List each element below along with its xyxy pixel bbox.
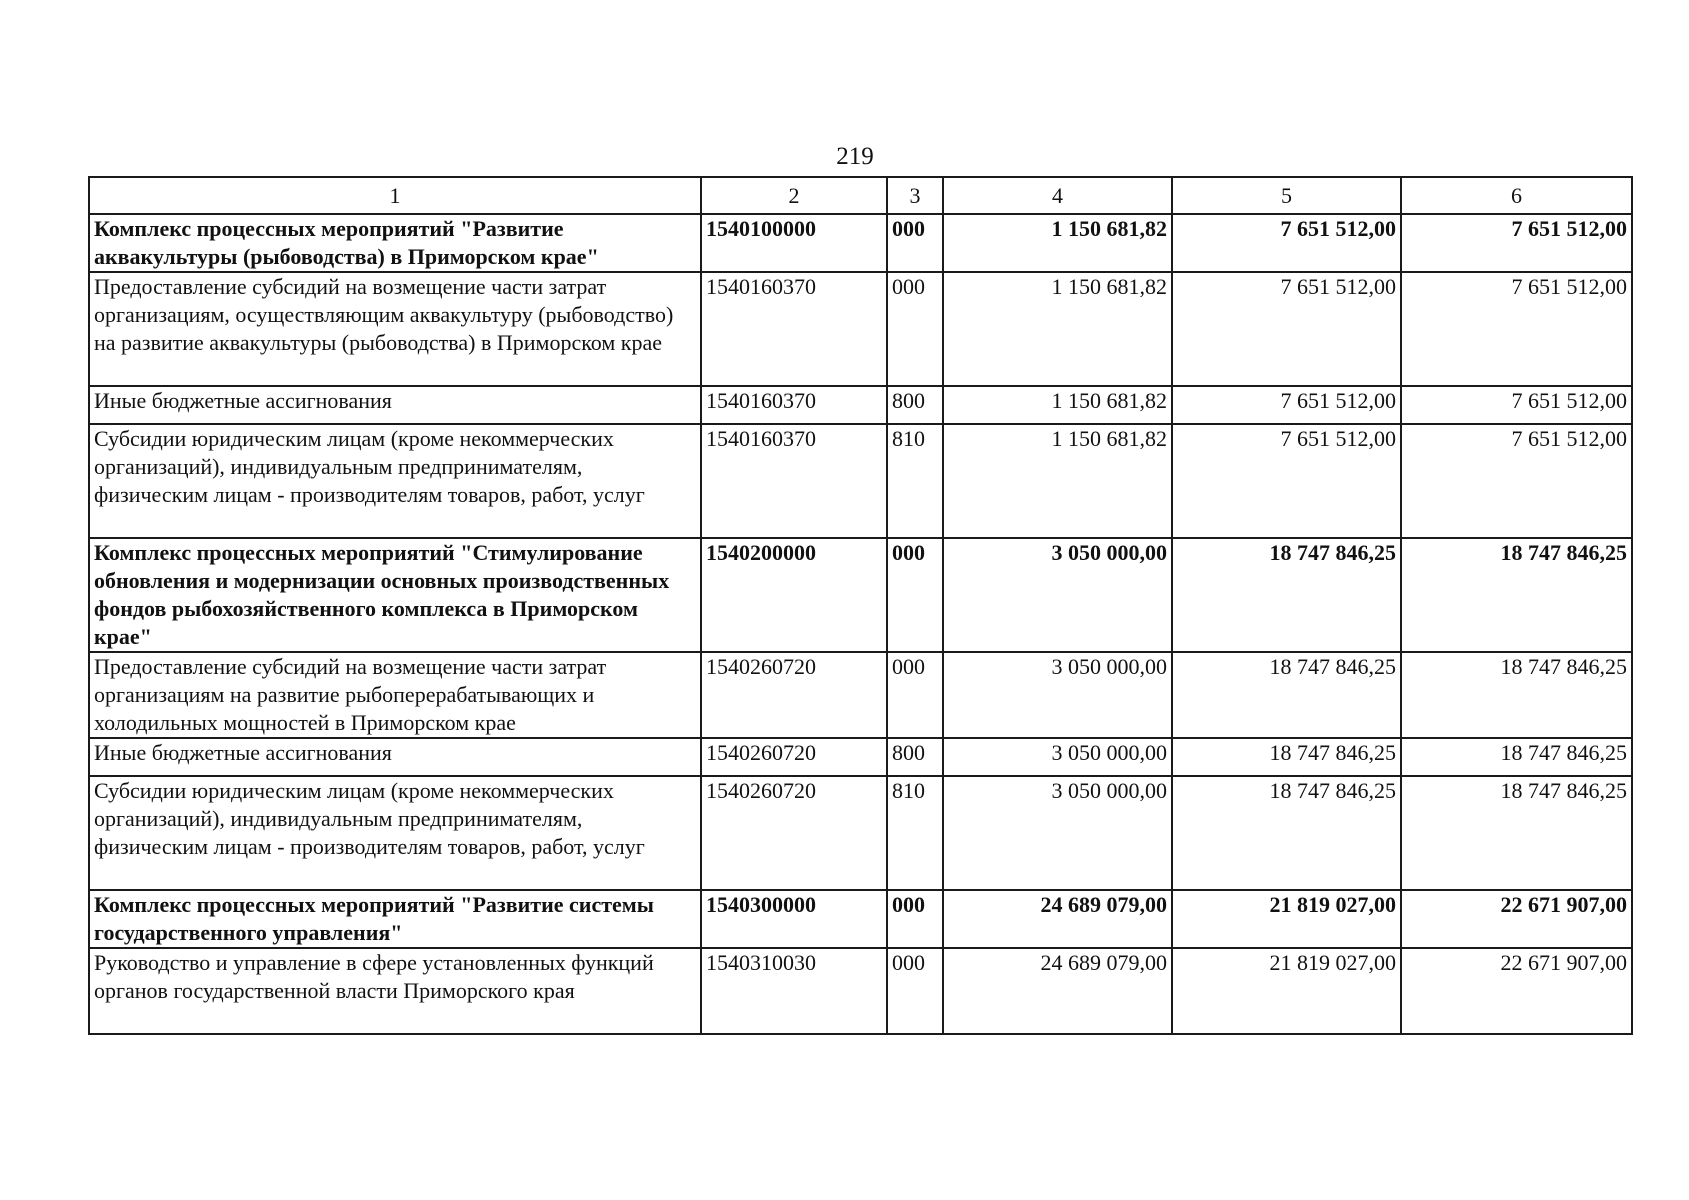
- row-code-cell: 1540260720: [701, 652, 887, 738]
- row-vr-cell: 000: [887, 214, 943, 272]
- row-code-cell: 1540160370: [701, 272, 887, 386]
- table-row: [89, 272, 1632, 386]
- column-header: 4: [943, 177, 1172, 214]
- row-amount-cell: 21 819 027,00: [1172, 948, 1401, 1034]
- row-amount-cell: 24 689 079,00: [943, 890, 1172, 948]
- row-amount-cell: 7 651 512,00: [1172, 424, 1401, 538]
- row-code-cell: 1540160370: [701, 424, 887, 538]
- row-vr-cell: 000: [887, 272, 943, 386]
- row-amount-cell: 18 747 846,25: [1172, 738, 1401, 776]
- row-name-cell: Комплекс процессных мероприятий "Развитие системы государственного управления": [89, 890, 701, 948]
- table-row: [89, 890, 1632, 948]
- row-amount-cell: 24 689 079,00: [943, 948, 1172, 1034]
- row-name-cell: Иные бюджетные ассигнования: [89, 386, 701, 424]
- row-amount-cell: 18 747 846,25: [1401, 776, 1632, 890]
- budget-table: [88, 176, 1633, 1035]
- row-code-cell: 1540260720: [701, 776, 887, 890]
- row-code-cell: 1540260720: [701, 738, 887, 776]
- row-amount-cell: 1 150 681,82: [943, 386, 1172, 424]
- row-vr-cell: 000: [887, 890, 943, 948]
- row-name-cell: Предоставление субсидий на возмещение части затрат организациям на развитие рыбоперерабатывающих и холодильных мощностей в Приморском крае: [89, 652, 701, 738]
- row-amount-cell: 22 671 907,00: [1401, 948, 1632, 1034]
- row-amount-cell: 3 050 000,00: [943, 652, 1172, 738]
- row-amount-cell: 7 651 512,00: [1401, 214, 1632, 272]
- row-amount-cell: 1 150 681,82: [943, 424, 1172, 538]
- row-amount-cell: 18 747 846,25: [1172, 538, 1401, 652]
- row-code-cell: 1540300000: [701, 890, 887, 948]
- header-row: [89, 177, 1632, 214]
- row-amount-cell: 1 150 681,82: [943, 214, 1172, 272]
- row-amount-cell: 3 050 000,00: [943, 776, 1172, 890]
- row-name-cell: Иные бюджетные ассигнования: [89, 738, 701, 776]
- row-amount-cell: 7 651 512,00: [1172, 272, 1401, 386]
- table-body: [89, 214, 1632, 1034]
- row-vr-cell: 000: [887, 652, 943, 738]
- row-vr-cell: 800: [887, 738, 943, 776]
- row-amount-cell: 7 651 512,00: [1172, 214, 1401, 272]
- row-vr-cell: 810: [887, 424, 943, 538]
- column-header: 6: [1401, 177, 1632, 214]
- table-row: [89, 424, 1632, 538]
- table-row: [89, 738, 1632, 776]
- row-amount-cell: 7 651 512,00: [1401, 386, 1632, 424]
- column-header: 5: [1172, 177, 1401, 214]
- row-vr-cell: 800: [887, 386, 943, 424]
- row-code-cell: 1540100000: [701, 214, 887, 272]
- row-code-cell: 1540160370: [701, 386, 887, 424]
- row-vr-cell: 000: [887, 948, 943, 1034]
- row-amount-cell: 1 150 681,82: [943, 272, 1172, 386]
- row-amount-cell: 3 050 000,00: [943, 738, 1172, 776]
- row-amount-cell: 3 050 000,00: [943, 538, 1172, 652]
- page-number: 219: [836, 143, 874, 170]
- row-amount-cell: 18 747 846,25: [1172, 652, 1401, 738]
- row-amount-cell: 18 747 846,25: [1401, 738, 1632, 776]
- table-row: [89, 214, 1632, 272]
- row-amount-cell: 18 747 846,25: [1401, 538, 1632, 652]
- row-vr-cell: 000: [887, 538, 943, 652]
- row-amount-cell: 7 651 512,00: [1401, 272, 1632, 386]
- row-code-cell: 1540200000: [701, 538, 887, 652]
- table-row: [89, 652, 1632, 738]
- table-row: [89, 538, 1632, 652]
- row-code-cell: 1540310030: [701, 948, 887, 1034]
- row-amount-cell: 18 747 846,25: [1172, 776, 1401, 890]
- row-name-cell: Субсидии юридическим лицам (кроме некоммерческих организаций), индивидуальным предпринимателям, физическим лицам - производителям товаров, работ, услуг: [89, 776, 701, 890]
- table-row: [89, 386, 1632, 424]
- column-header: 3: [887, 177, 943, 214]
- row-name-cell: Комплекс процессных мероприятий "Стимулирование обновления и модернизации основных производственных фондов рыбохозяйственного комплекса в Приморском крае": [89, 538, 701, 652]
- table-row: [89, 948, 1632, 1034]
- row-amount-cell: 18 747 846,25: [1401, 652, 1632, 738]
- row-amount-cell: 7 651 512,00: [1401, 424, 1632, 538]
- row-name-cell: Руководство и управление в сфере установленных функций органов государственной власти Приморского края: [89, 948, 701, 1034]
- row-amount-cell: 21 819 027,00: [1172, 890, 1401, 948]
- row-amount-cell: 7 651 512,00: [1172, 386, 1401, 424]
- row-amount-cell: 22 671 907,00: [1401, 890, 1632, 948]
- row-name-cell: Предоставление субсидий на возмещение части затрат организациям, осуществляющим аквакультуру (рыбоводство) на развитие аквакультуры (рыбоводства) в Приморском крае: [89, 272, 701, 386]
- column-header: 2: [701, 177, 887, 214]
- table-row: [89, 776, 1632, 890]
- row-vr-cell: 810: [887, 776, 943, 890]
- row-name-cell: Комплекс процессных мероприятий "Развитие аквакультуры (рыбоводства) в Приморском крае": [89, 214, 701, 272]
- row-name-cell: Субсидии юридическим лицам (кроме некоммерческих организаций), индивидуальным предпринимателям, физическим лицам - производителям товаров, работ, услуг: [89, 424, 701, 538]
- column-header: 1: [89, 177, 701, 214]
